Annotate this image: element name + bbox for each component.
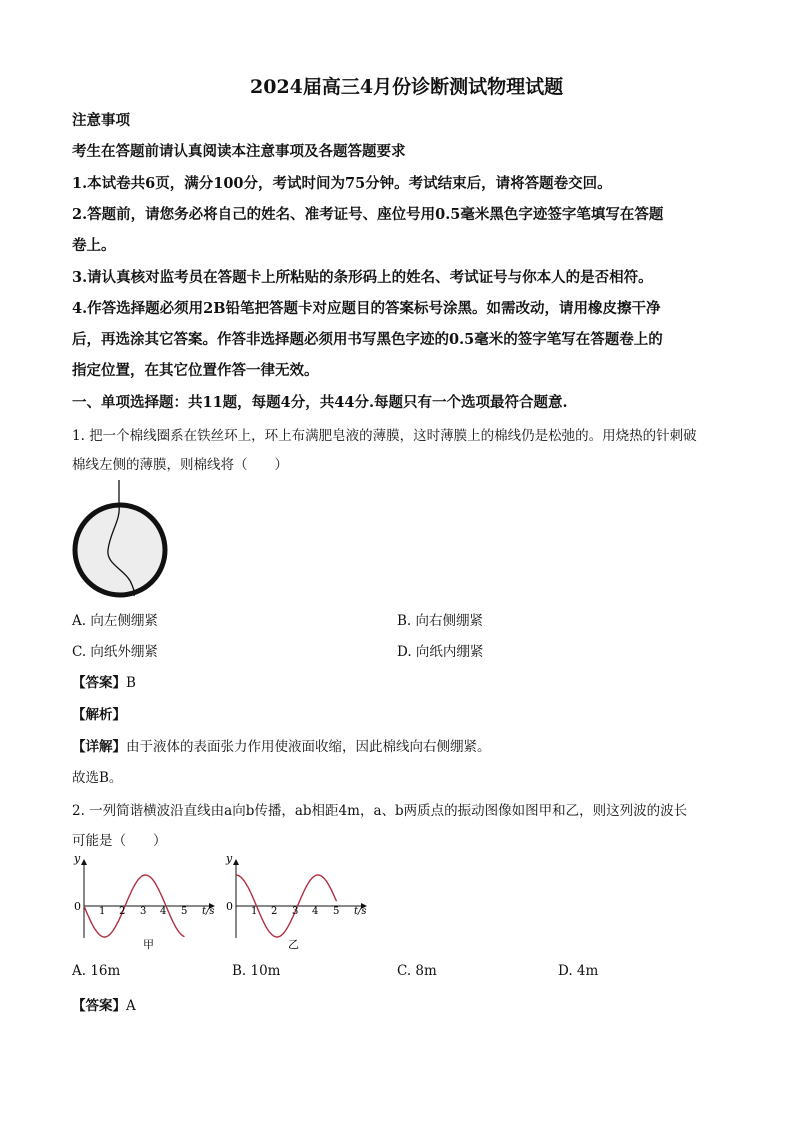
tick-label: 5	[181, 906, 188, 917]
q1-stem-line1: 1. 把一个棉线圈系在铁丝环上，环上布满肥皂液的薄膜，这时薄膜上的棉线仍是松弛的。用烧热的针刺破	[72, 428, 697, 444]
notice-item-3: 3.请认真核对监考员在答题卡上所粘贴的条形码上的姓名、考试证号与你本人的是否相符。	[72, 269, 653, 286]
q1-option-b: B. 向右侧绷紧	[397, 613, 484, 629]
origin-label: 0	[74, 900, 81, 913]
tick-label: 5	[333, 906, 340, 917]
detail-tag: 【详解】	[72, 739, 126, 755]
notice-item-4a: 4.作答选择题必须用2B铅笔把答题卡对应题目的答案标号涂黑。如需改动，请用橡皮擦干净	[72, 300, 661, 317]
t-label: t/s	[202, 906, 215, 917]
q2-stem-line1: 2. 一列简谐横波沿直线由a向b传播，ab相距4m，a、b两质点的振动图像如图甲和乙，则这列波的波长	[72, 803, 688, 819]
answer-tag: 【答案】	[72, 675, 126, 691]
q1-conclusion: 故选B。	[72, 770, 123, 786]
t-label: t/s	[354, 906, 367, 917]
tick-label: 4	[160, 906, 167, 917]
q2-option-b: B. 10m	[232, 963, 281, 979]
notice-item-2b: 卷上。	[72, 237, 116, 254]
notice-heading: 注意事项	[72, 112, 130, 129]
q1-answer	[72, 671, 136, 691]
caption-jia: 甲	[143, 938, 154, 951]
y-label: y	[226, 852, 233, 865]
tick-label: 3	[140, 906, 147, 917]
q1-option-a: A. 向左侧绷紧	[72, 613, 158, 629]
notice-item-1: 1.本试卷共6页，满分100分，考试时间为75分钟。考试结束后，请将答题卷交回。	[72, 175, 612, 192]
caption-yi: 乙	[288, 938, 299, 951]
wire-ring	[75, 505, 165, 595]
q2-option-a: A. 16m	[72, 963, 121, 979]
answer-tag: 【答案】	[72, 998, 126, 1014]
soap-film-ring-figure	[72, 480, 172, 602]
q1-option-d: D. 向纸内绷紧	[397, 644, 484, 660]
origin-label: 0	[226, 900, 233, 913]
answer-value: A	[126, 998, 136, 1014]
vibration-graph-jia	[72, 852, 222, 954]
tick-label: 2	[271, 906, 278, 917]
q2-option-c: C. 8m	[397, 963, 437, 979]
q1-stem-line2: 棉线左侧的薄膜，则棉线将（ ）	[72, 457, 288, 473]
tick-label: 4	[312, 906, 319, 917]
y-label: y	[74, 852, 81, 865]
q1-detail	[72, 735, 491, 755]
q2-stem-line2: 可能是（ ）	[72, 833, 167, 849]
q1-option-c: C. 向纸外绷紧	[72, 644, 158, 660]
notice-line: 考生在答题前请认真阅读本注意事项及各题答题要求	[72, 143, 406, 160]
notice-item-4b: 后，再选涂其它答案。作答非选择题必须用书写黑色字迹的0.5毫米的签字笔写在答题卷上的	[72, 331, 663, 348]
tick-label: 1	[99, 906, 106, 917]
tick-label: 2	[119, 906, 126, 917]
tick-label: 3	[292, 906, 299, 917]
notice-item-4c: 指定位置，在其它位置作答一律无效。	[72, 362, 319, 379]
notice-item-2a: 2.答题前，请您务必将自己的姓名、准考证号、座位号用0.5毫米黑色字迹签字笔填写在答题	[72, 206, 664, 223]
q2-option-d: D. 4m	[558, 963, 599, 979]
tick-label: 1	[251, 906, 258, 917]
q2-answer	[72, 994, 136, 1014]
section-heading: 一、单项选择题：共11题，每题4分，共44分.每题只有一个选项最符合题意.	[72, 394, 568, 411]
answer-value: B	[126, 675, 136, 691]
q1-analysis-tag	[72, 703, 126, 723]
detail-text: 由于液体的表面张力作用使液面收缩，因此棉线向右侧绷紧。	[126, 739, 491, 755]
page-title: 2024届高三4月份诊断测试物理试题	[250, 76, 564, 98]
analysis-tag: 【解析】	[72, 707, 126, 723]
vibration-graph-yi	[224, 852, 374, 954]
